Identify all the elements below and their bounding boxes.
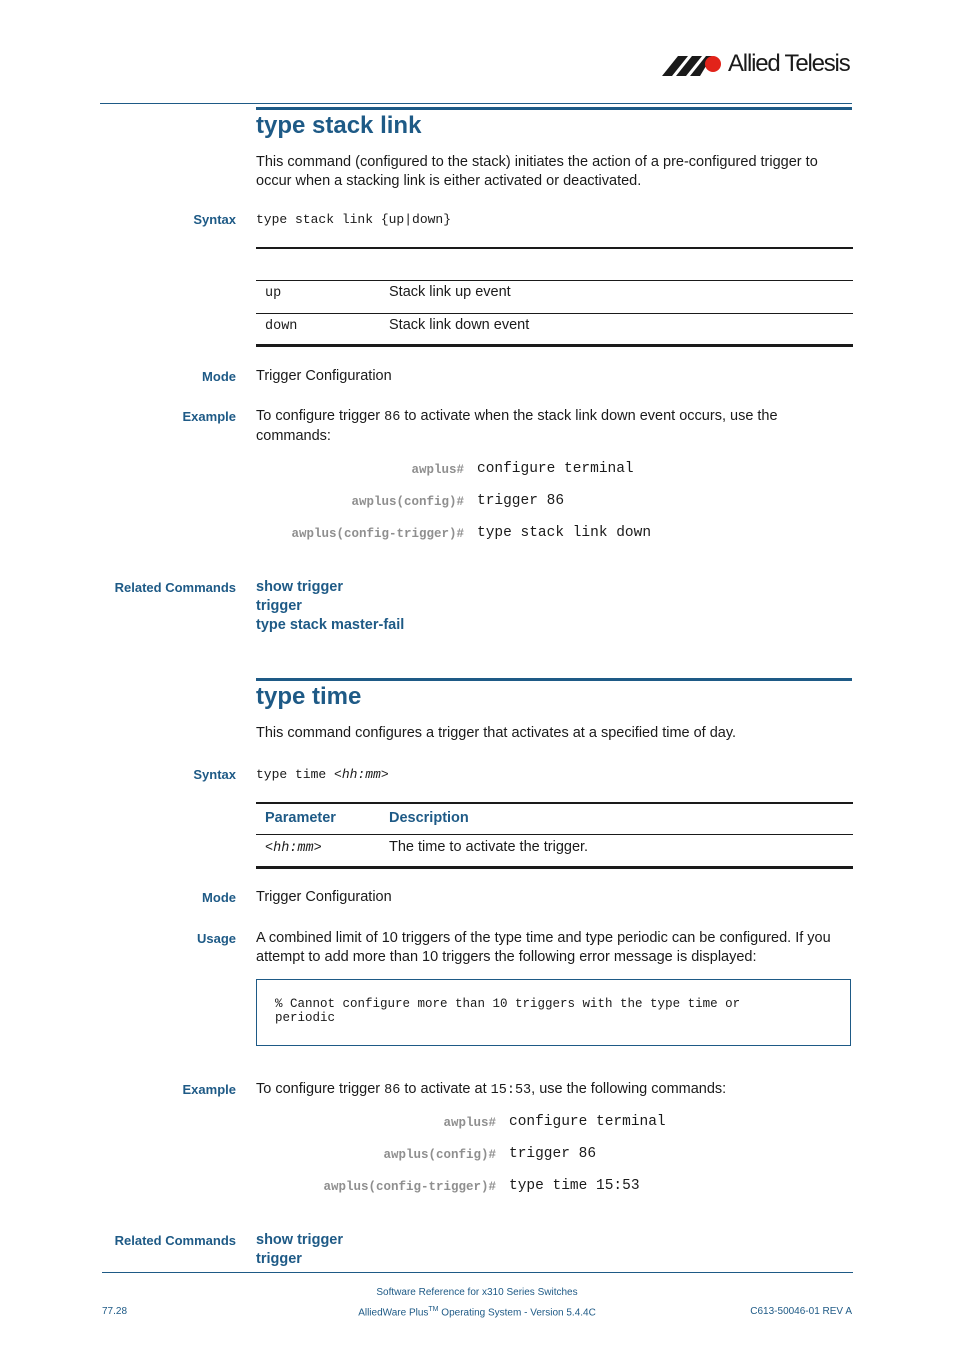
section2-mode: Trigger Configuration bbox=[256, 889, 392, 905]
section2-example-text bbox=[256, 1080, 852, 1100]
syntax-variable: hh:mm bbox=[341, 767, 381, 782]
section1-example-label: Example bbox=[182, 409, 236, 424]
related-link-trigger[interactable]: trigger bbox=[256, 1251, 302, 1267]
section2-usage-label: Usage bbox=[196, 931, 236, 946]
syntax-part: type time < bbox=[256, 767, 342, 782]
section1-param-name: down bbox=[265, 319, 298, 334]
section2-title-rule bbox=[256, 678, 852, 681]
header-rule bbox=[100, 103, 852, 104]
section1-table-header-rule bbox=[256, 280, 853, 281]
command-text: configure terminal bbox=[509, 1114, 666, 1130]
command-prompt: awplus(config)# bbox=[351, 495, 464, 509]
example-text-part: To configure trigger bbox=[256, 408, 385, 424]
error-message-box bbox=[256, 979, 851, 1046]
command-text: type stack link down bbox=[477, 525, 652, 541]
section2-param-description: The time to activate the trigger. bbox=[389, 839, 589, 855]
section1-example-text bbox=[256, 407, 852, 446]
section2-mode-label: Mode bbox=[202, 890, 236, 905]
command-text: configure terminal bbox=[477, 461, 634, 477]
table-header-description: Description bbox=[389, 810, 469, 826]
section1-related-list bbox=[256, 578, 404, 635]
footer-product-name: AlliedWare Plus bbox=[358, 1307, 429, 1319]
section2-related-label: Related Commands bbox=[114, 1233, 236, 1248]
example-text-part: to activate at bbox=[400, 1081, 491, 1097]
section1-syntax-label: Syntax bbox=[193, 212, 236, 227]
command-text: trigger 86 bbox=[477, 493, 565, 509]
related-link-show-trigger[interactable]: show trigger bbox=[256, 579, 344, 595]
section2-usage: A combined limit of 10 triggers of the type time and type periodic can be configured. If you attempt to add more than 10 triggers the following error message is displayed: bbox=[256, 930, 831, 965]
example-text-part: to activate when the stack link down event occurs, use the commands: bbox=[256, 408, 778, 444]
section2-description: This command configures a trigger that activates at a specified time of day. bbox=[256, 725, 737, 741]
command-prompt: awplus# bbox=[443, 1116, 496, 1130]
section1-related-label: Related Commands bbox=[114, 580, 236, 595]
footer-rule bbox=[102, 1272, 853, 1273]
section1-table-bottom-rule bbox=[256, 344, 853, 347]
related-link-trigger[interactable]: trigger bbox=[256, 598, 302, 614]
section2-table-bottom-rule bbox=[256, 866, 853, 869]
section1-table-row-rule bbox=[256, 313, 853, 314]
footer-version: Operating System - Version 5.4.4C bbox=[438, 1307, 596, 1319]
section1-table-top-rule bbox=[256, 247, 853, 249]
section1-title-rule bbox=[256, 107, 852, 110]
param-variable: hh:mm bbox=[273, 841, 314, 856]
example-inline-code: 86 bbox=[384, 410, 401, 425]
company-logo bbox=[662, 50, 854, 80]
section2-table-top-rule bbox=[256, 802, 853, 804]
section2-syntax-label: Syntax bbox=[193, 767, 236, 782]
example-text-part: To configure trigger bbox=[256, 1081, 385, 1097]
example-inline-code: 15:53 bbox=[490, 1083, 532, 1098]
section1-syntax: type stack link {up|down} bbox=[256, 212, 452, 227]
page-number: 77.28 bbox=[102, 1306, 128, 1317]
command-prompt: awplus(config)# bbox=[383, 1148, 496, 1162]
section2-related-list bbox=[256, 1231, 343, 1269]
section2-param-name bbox=[265, 841, 322, 856]
section1-param-description: Stack link down event bbox=[389, 317, 530, 333]
example-inline-code: 86 bbox=[384, 1083, 401, 1098]
command-text: type time 15:53 bbox=[509, 1178, 640, 1194]
section2-example-label: Example bbox=[182, 1082, 236, 1097]
allied-telesis-logo-mark bbox=[662, 53, 726, 79]
command-prompt: awplus(config-trigger)# bbox=[323, 1180, 496, 1194]
syntax-part: > bbox=[380, 767, 389, 782]
section1-param-name: up bbox=[265, 286, 282, 301]
param-part: < bbox=[265, 841, 274, 856]
section1-title: type stack link bbox=[256, 112, 422, 139]
section1-mode-label: Mode bbox=[202, 369, 236, 384]
section1-param-description: Stack link up event bbox=[389, 284, 511, 300]
error-message-text: % Cannot configure more than 10 triggers with the type time or periodic bbox=[275, 997, 741, 1025]
trademark-mark: TM bbox=[428, 1306, 439, 1313]
command-text: trigger 86 bbox=[509, 1146, 597, 1162]
section1-description: This command (configured to the stack) initiates the action of a pre-configured trigger to occur when a stacking link is either activated or deactivated. bbox=[256, 154, 818, 189]
command-prompt: awplus# bbox=[411, 463, 464, 477]
section1-mode: Trigger Configuration bbox=[256, 368, 392, 384]
related-link-type-stack-master-fail[interactable]: type stack master-fail bbox=[256, 617, 405, 633]
document-code: C613-50046-01 REV A bbox=[750, 1306, 852, 1317]
logo-text: Allied Telesis bbox=[728, 50, 850, 77]
section2-table-header-rule bbox=[256, 834, 853, 835]
example-text-part: , use the following commands: bbox=[531, 1081, 727, 1097]
related-link-show-trigger[interactable]: show trigger bbox=[256, 1232, 344, 1248]
section2-title: type time bbox=[256, 683, 362, 710]
param-part: > bbox=[313, 841, 322, 856]
section2-syntax bbox=[256, 767, 389, 782]
command-prompt: awplus(config-trigger)# bbox=[291, 527, 464, 541]
table-header-parameter: Parameter bbox=[265, 810, 336, 826]
footer-title: Software Reference for x310 Series Switches bbox=[376, 1287, 578, 1298]
